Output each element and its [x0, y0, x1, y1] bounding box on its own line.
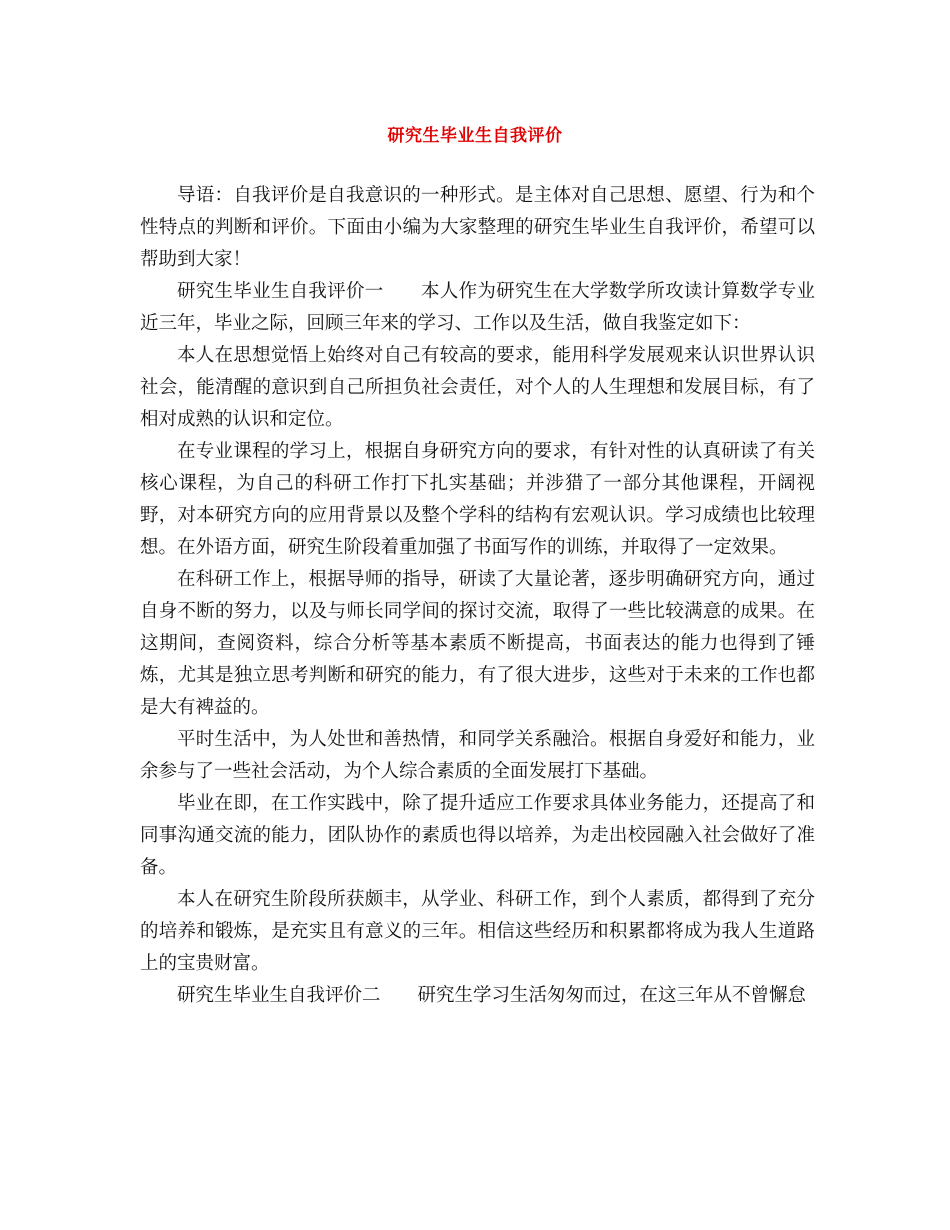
paragraph-ideology: 本人在思想觉悟上始终对自己有较高的要求，能用科学发展观来认识世界认识社会，能清醒的意识到自己所担负社会责任，对个人的人生理想和发展目标，有了相对成熟的认识和定位。	[140, 345, 815, 430]
paragraph-research: 在科研工作上，根据导师的指导，研读了大量论著，逐步明确研究方向，通过自身不断的努力，以及与师长同学间的探讨交流，取得了一些比较满意的成果。在这期间，查阅资料，综合分析等基本素质不断提高，书面表达的能力也得到了锤炼，尤其是独立思考判断和研究的能力，有了很大进步，这些对于未来的工作也都是大有裨益的。	[140, 569, 815, 718]
paragraph-summary: 本人在研究生阶段所获颇丰，从学业、科研工作，到个人素质，都得到了充分的培养和锻炼，是充实且有意义的三年。相信这些经历和积累都将成为我人生道路上的宝贵财富。	[140, 889, 815, 974]
paragraph-intro: 导语：自我评价是自我意识的一种形式。是主体对自己思想、愿望、行为和个性特点的判断和评价。下面由小编为大家整理的研究生毕业生自我评价，希望可以帮助到大家！	[140, 185, 815, 270]
paragraph-graduation: 毕业在即，在工作实践中，除了提升适应工作要求具体业务能力，还提高了和同事沟通交流的能力，团队协作的素质也得以培养，为走出校园融入社会做好了准备。	[140, 793, 815, 878]
paragraph-coursework: 在专业课程的学习上，根据自身研究方向的要求，有针对性的认真研读了有关核心课程，为自己的科研工作打下扎实基础；并涉猎了一部分其他课程，开阔视野，对本研究方向的应用背景以及整个学科的结构有宏观认识。学习成绩也比较理想。在外语方面，研究生阶段着重加强了书面写作的训练，并取得了一定效果。	[140, 441, 815, 558]
document-title: 研究生毕业生自我评价	[387, 126, 563, 146]
paragraph-daily-life: 平时生活中，为人处世和善热情，和同学关系融洽。根据自身爱好和能力，业余参与了一些社会活动，为个人综合素质的全面发展打下基础。	[140, 729, 815, 782]
document-body	[140, 180, 815, 1012]
paragraph-evaluation-two-heading: 研究生毕业生自我评价二 研究生学习生活匆匆而过，在这三年从不曾懈怠	[177, 985, 807, 1006]
paragraph-evaluation-one-heading: 研究生毕业生自我评价一 本人作为研究生在大学数学所攻读计算数学专业近三年，毕业之际，回顾三年来的学习、工作以及生活，做自我鉴定如下：	[140, 281, 815, 334]
